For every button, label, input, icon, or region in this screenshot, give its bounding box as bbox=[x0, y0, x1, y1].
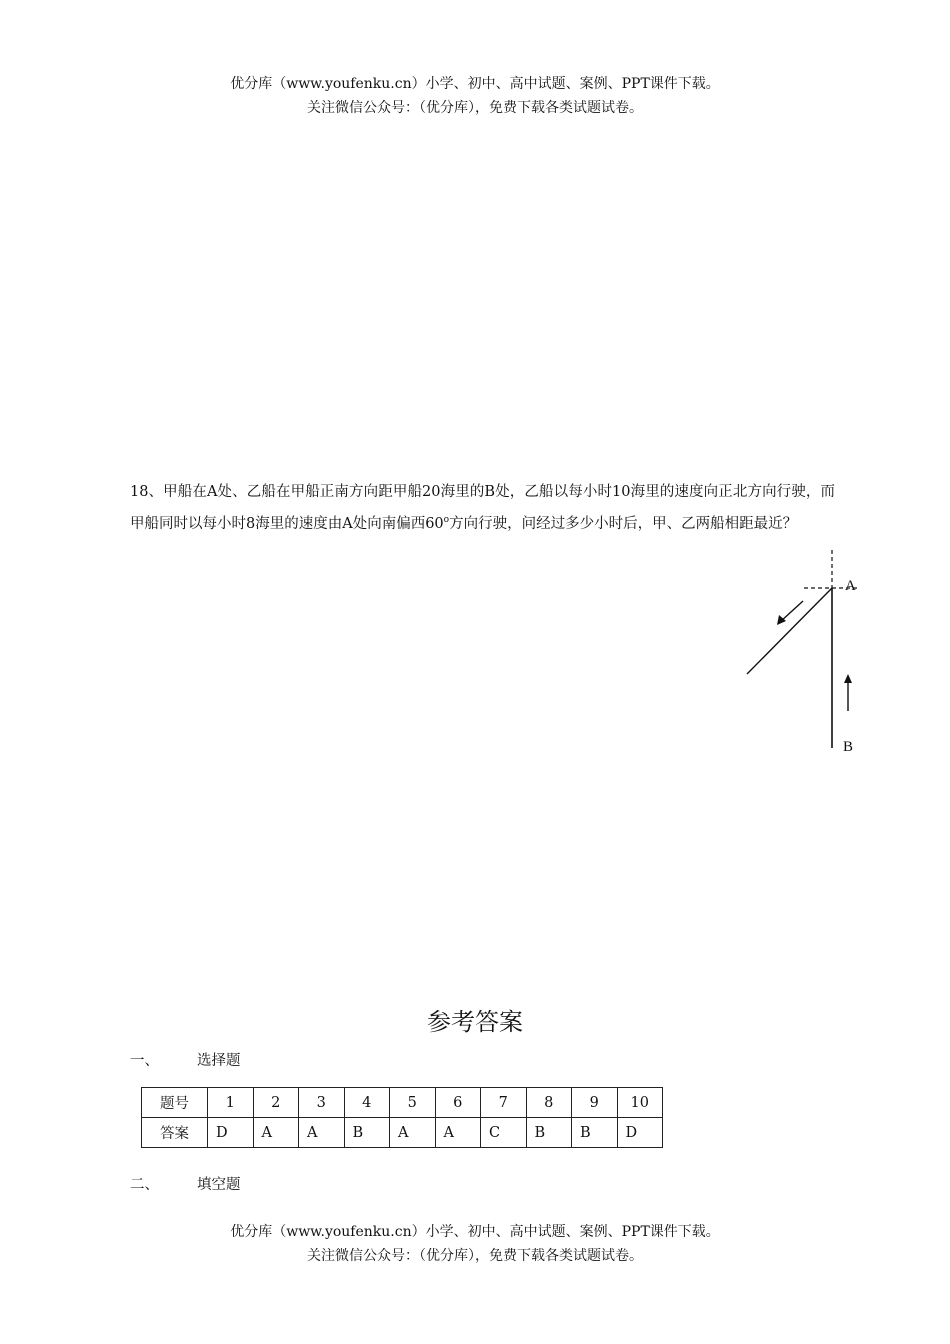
answer-choice: A bbox=[253, 1118, 299, 1148]
answer-choice: D bbox=[208, 1118, 254, 1148]
label-a: A bbox=[845, 578, 856, 594]
row-header-answer: 答案 bbox=[142, 1118, 208, 1148]
question-number: 6 bbox=[435, 1088, 481, 1118]
section-multiple-choice bbox=[130, 1050, 241, 1072]
answer-choice: D bbox=[617, 1118, 663, 1148]
problem-text-part1: 18、甲船在A处、乙船在甲船正南方向距甲船20海里的B处，乙船以每小时10海里的速度向正北方向行驶，而甲船同时以每小时8海里的速度由A处向南偏西60 bbox=[130, 484, 835, 532]
answer-choice: B bbox=[526, 1118, 572, 1148]
footer-line-2: 关注微信公众号：（优分库），免费下载各类试题试卷。 bbox=[307, 1248, 643, 1264]
answer-choice: A bbox=[299, 1118, 345, 1148]
answer-choice: A bbox=[435, 1118, 481, 1148]
section2-title: 填空题 bbox=[197, 1177, 241, 1193]
question-number: 4 bbox=[344, 1088, 390, 1118]
arrow-north-icon bbox=[844, 674, 852, 711]
answer-choice: C bbox=[481, 1118, 527, 1148]
page-footer bbox=[0, 1220, 950, 1268]
question-number: 2 bbox=[253, 1088, 299, 1118]
answer-choice: A bbox=[390, 1118, 436, 1148]
answer-table bbox=[141, 1087, 663, 1148]
problem-text-part2: 方向行驶，问经过多少小时后，甲、乙两船相距最近？ bbox=[449, 515, 798, 532]
answer-choice: B bbox=[572, 1118, 618, 1148]
header-line-2: 关注微信公众号：（优分库），免费下载各类试题试卷。 bbox=[307, 100, 643, 116]
label-b: B bbox=[843, 739, 854, 755]
page-header bbox=[0, 72, 950, 120]
table-row bbox=[142, 1088, 663, 1118]
row-header-number: 题号 bbox=[142, 1088, 208, 1118]
answers-title: 参考答案 bbox=[427, 1008, 523, 1036]
footer-line-1: 优分库（www.youfenku.cn）小学、初中、高中试题、案例、PPT课件下载。 bbox=[230, 1224, 720, 1240]
section2-number: 二、 bbox=[130, 1177, 159, 1193]
question-number: 8 bbox=[526, 1088, 572, 1118]
question-number: 7 bbox=[481, 1088, 527, 1118]
section1-number: 一、 bbox=[130, 1053, 159, 1069]
problem-18 bbox=[130, 478, 835, 538]
section1-title: 选择题 bbox=[197, 1053, 241, 1069]
path-line-sw bbox=[747, 588, 832, 674]
header-line-1: 优分库（www.youfenku.cn）小学、初中、高中试题、案例、PPT课件下载。 bbox=[230, 76, 720, 92]
section-fill-blank bbox=[130, 1174, 241, 1196]
ship-diagram bbox=[735, 545, 870, 760]
question-number: 1 bbox=[208, 1088, 254, 1118]
question-number: 9 bbox=[572, 1088, 618, 1118]
degree-sign: o bbox=[443, 515, 450, 525]
question-number: 3 bbox=[299, 1088, 345, 1118]
table-row bbox=[142, 1118, 663, 1148]
question-number: 10 bbox=[617, 1088, 663, 1118]
answer-choice: B bbox=[344, 1118, 390, 1148]
question-number: 5 bbox=[390, 1088, 436, 1118]
